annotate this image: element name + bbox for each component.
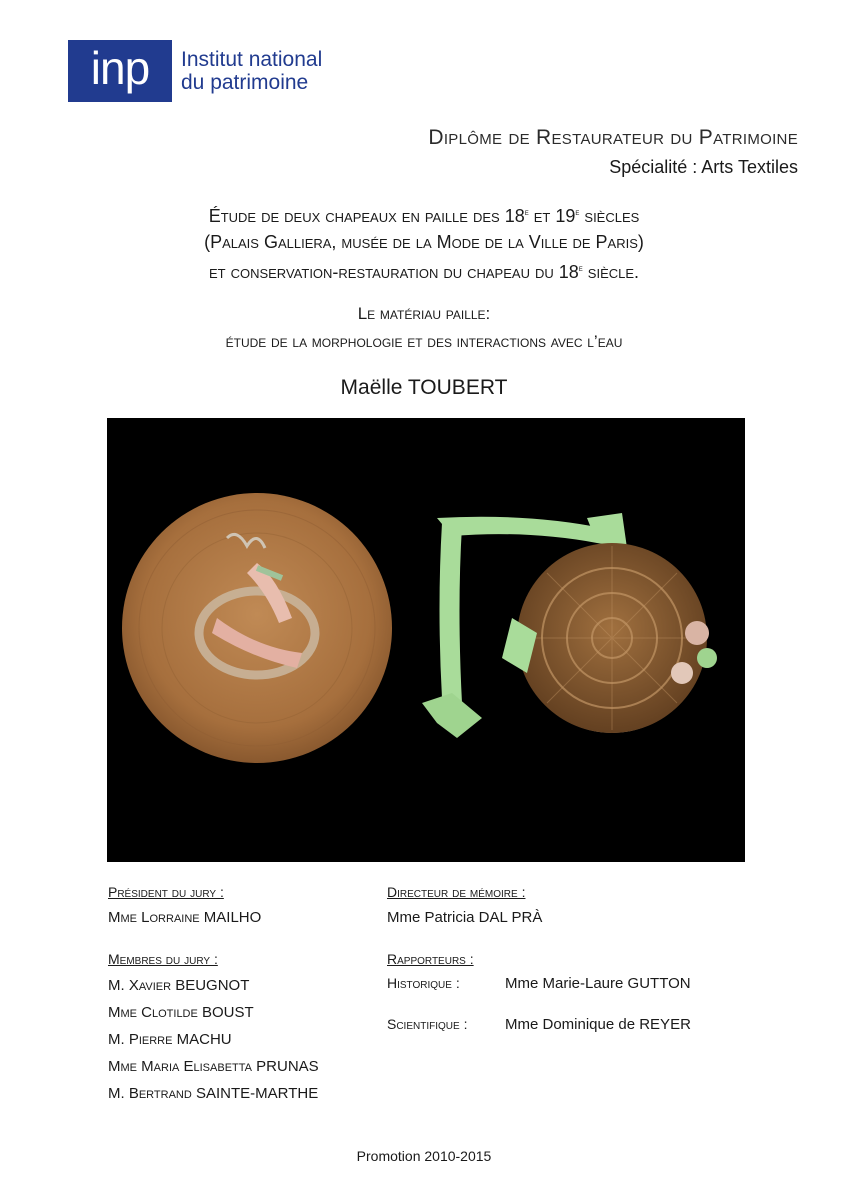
members-label: Membres du jury : <box>108 951 218 967</box>
diploma-title: Diplôme de Restaurateur du Patrimoine <box>428 126 798 149</box>
hat-18th-century <box>122 493 392 763</box>
member-item: M. Pierre MACHU <box>108 1031 232 1048</box>
study-line3-part1: et conservation-restauration du chapeau du 18 <box>208 262 579 282</box>
inp-logo: inp <box>68 40 172 102</box>
study-line3-sup: e <box>578 263 583 273</box>
author-name: Maëlle TOUBERT <box>340 376 508 399</box>
hats-illustration <box>107 418 745 862</box>
study-title <box>0 199 848 285</box>
material-line2: étude de la morphologie et des interactions avec l’eau <box>225 332 623 351</box>
material-line1: Le matériau paille: <box>357 304 491 323</box>
speciality-line: Spécialité : Arts Textiles <box>609 157 798 177</box>
president-value: Mme Lorraine MAILHO <box>108 909 262 926</box>
director-label: Directeur de mémoire : <box>387 884 526 900</box>
scientific-label: Scientifique : <box>387 1016 468 1032</box>
member-item: M. Xavier BEUGNOT <box>108 977 250 994</box>
hats-photo <box>107 418 745 862</box>
member-item: Mme Maria Elisabetta PRUNAS <box>108 1058 319 1075</box>
member-item: Mme Clotilde BOUST <box>108 1004 254 1021</box>
study-title-line2: (Palais Galliera, musée de la Mode de la Ville de Paris) <box>204 232 644 252</box>
director-value: Mme Patricia DAL PRÀ <box>387 909 543 926</box>
scientific-value: Mme Dominique de REYER <box>505 1016 691 1033</box>
reporters-label: Rapporteurs : <box>387 951 474 967</box>
study-line1-sup2: e <box>575 207 580 217</box>
historic-value: Mme Marie-Laure GUTTON <box>505 975 691 992</box>
member-item: M. Bertrand SAINTE-MARTHE <box>108 1085 319 1102</box>
study-line1-part1: Étude de deux chapeaux en paille des 18 <box>208 206 525 226</box>
study-title-line1 <box>0 199 848 229</box>
promotion-footer: Promotion 2010-2015 <box>356 1148 492 1164</box>
material-subtitle <box>0 300 848 356</box>
study-line1-sup1: e <box>524 207 529 217</box>
hat-19th-century <box>422 513 717 738</box>
institution-name-line2: du patrimoine <box>181 71 309 94</box>
study-line3-part2: siècle. <box>582 262 640 282</box>
study-line1-part3: siècles <box>579 206 640 226</box>
historic-label: Historique : <box>387 975 460 991</box>
study-title-line3 <box>0 255 848 285</box>
study-line1-part2: et 19 <box>528 206 576 226</box>
president-label: Président du jury : <box>108 884 224 900</box>
institution-name-line1: Institut national <box>181 48 323 71</box>
institution-name <box>181 48 322 94</box>
